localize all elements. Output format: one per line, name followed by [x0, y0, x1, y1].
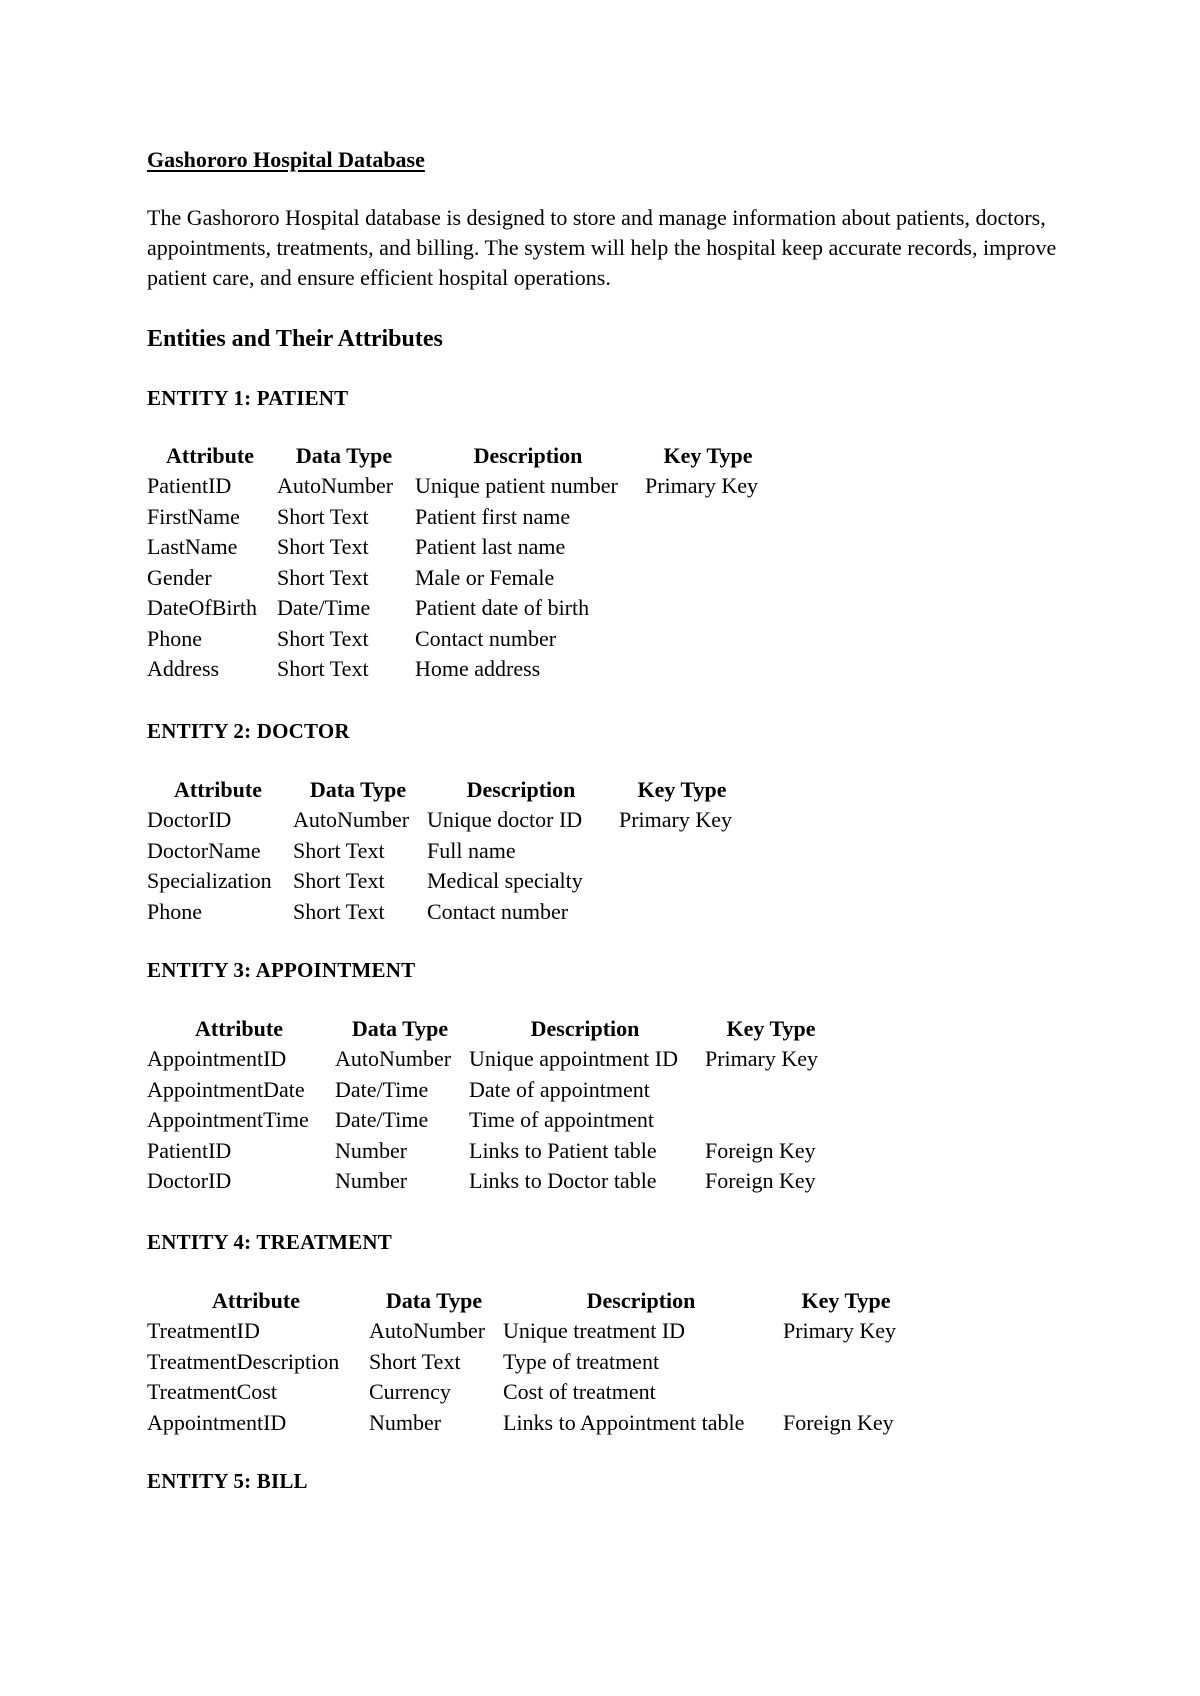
key-type-cell: [643, 502, 773, 533]
column-header-data-type: Data Type: [385, 1288, 483, 1313]
column-header-key-type: Key Type: [663, 443, 753, 468]
attribute-cell: LastName: [147, 534, 238, 559]
data-type-cell: AutoNumber: [335, 1046, 452, 1071]
attribute-cell: Phone: [147, 898, 202, 924]
table-row: [145, 1166, 839, 1197]
column-header-description: Description: [530, 1016, 640, 1041]
data-type-cell: AutoNumber: [293, 807, 410, 832]
column-header-description: Description: [466, 777, 576, 802]
attribute-cell: Address: [147, 656, 220, 681]
table-header-row: [145, 1014, 839, 1044]
attribute-cell: AppointmentID: [147, 1046, 287, 1071]
attribute-cell: AppointmentID: [147, 1409, 287, 1435]
key-type-cell: Primary Key: [645, 473, 759, 498]
key-type-cell: [643, 563, 773, 594]
description-cell: Unique doctor ID: [427, 807, 583, 832]
attribute-cell: Phone: [147, 625, 202, 651]
data-type-cell: AutoNumber: [277, 473, 394, 498]
data-type-cell: Short Text: [277, 503, 369, 529]
column-header-data-type: Data Type: [309, 777, 407, 802]
key-type-cell: Primary Key: [705, 1046, 819, 1071]
data-type-cell: AutoNumber: [369, 1318, 486, 1343]
entity-heading-treatment: ENTITY 4: TREATMENT: [147, 1230, 392, 1254]
key-type-cell: Primary Key: [619, 807, 733, 832]
attribute-cell: TreatmentDescription: [147, 1348, 340, 1374]
attribute-cell: TreatmentID: [147, 1318, 260, 1343]
table-row: [145, 1408, 911, 1439]
key-type-cell: [643, 654, 773, 685]
description-cell: Date of appointment: [469, 1076, 650, 1102]
table-header-row: [145, 1286, 911, 1316]
data-type-cell: Number: [335, 1168, 408, 1193]
attribute-cell: DoctorID: [147, 807, 232, 832]
data-type-cell: Short Text: [293, 837, 385, 863]
column-header-attribute: Attribute: [166, 443, 254, 468]
attribute-cell: AppointmentTime: [147, 1107, 309, 1132]
entity-heading-patient: ENTITY 1: PATIENT: [147, 386, 349, 410]
key-type-cell: Primary Key: [783, 1318, 897, 1343]
table-row: [145, 836, 747, 867]
table-row: [145, 1075, 839, 1106]
key-type-cell: [781, 1347, 911, 1378]
key-type-cell: Foreign Key: [783, 1409, 894, 1435]
key-type-cell: [643, 624, 773, 655]
column-header-key-type: Key Type: [726, 1016, 816, 1041]
column-header-data-type: Data Type: [295, 443, 393, 468]
description-cell: Links to Patient table: [469, 1137, 657, 1163]
attribute-cell: Specialization: [147, 868, 272, 893]
table-row: [145, 563, 773, 594]
data-type-cell: Currency: [369, 1379, 451, 1404]
description-cell: Contact number: [415, 625, 557, 651]
attribute-cell: AppointmentDate: [147, 1076, 305, 1102]
column-header-description: Description: [473, 443, 583, 468]
table-row: [145, 1347, 911, 1378]
data-type-cell: Number: [369, 1409, 442, 1435]
attribute-cell: DateOfBirth: [147, 595, 257, 620]
data-type-cell: Short Text: [277, 625, 369, 651]
data-type-cell: Short Text: [293, 898, 385, 924]
description-cell: Type of treatment: [503, 1348, 660, 1374]
attribute-cell: DoctorID: [147, 1168, 232, 1193]
table-row: [145, 805, 747, 836]
description-cell: Unique appointment ID: [469, 1046, 678, 1071]
doctor-attribute-table: [145, 775, 747, 927]
section-heading: Entities and Their Attributes: [147, 326, 443, 352]
document-title: Gashororo Hospital Database: [147, 147, 425, 172]
appointment-attribute-table: [145, 1014, 839, 1197]
description-cell: Home address: [415, 656, 541, 681]
key-type-cell: [703, 1075, 839, 1106]
data-type-cell: Short Text: [293, 868, 385, 893]
data-type-cell: Number: [335, 1137, 408, 1163]
data-type-cell: Short Text: [277, 534, 369, 559]
data-type-cell: Date/Time: [335, 1076, 429, 1102]
column-header-data-type: Data Type: [351, 1016, 449, 1041]
description-cell: Time of appointment: [469, 1107, 654, 1132]
table-row: [145, 502, 773, 533]
entity-heading-doctor: ENTITY 2: DOCTOR: [147, 719, 350, 743]
table-row: [145, 1377, 911, 1408]
key-type-cell: [617, 866, 747, 897]
table-row: [145, 866, 747, 897]
description-cell: Full name: [427, 837, 516, 863]
key-type-cell: Foreign Key: [705, 1168, 816, 1193]
description-cell: Cost of treatment: [503, 1379, 656, 1404]
data-type-cell: Short Text: [277, 564, 369, 590]
table-header-row: [145, 441, 773, 471]
attribute-cell: Gender: [147, 564, 212, 590]
attribute-cell: DoctorName: [147, 837, 261, 863]
table-row: [145, 1136, 839, 1167]
intro-paragraph: The Gashororo Hospital database is designed to store and manage information about patients, doctors, appointments, treatments, and billing. The system will help the hospital keep accurate records, improve patient care, and ensure efficient hospital operations.: [147, 205, 1057, 290]
key-type-cell: [703, 1105, 839, 1136]
table-row: [145, 654, 773, 685]
table-row: [145, 593, 773, 624]
attribute-cell: TreatmentCost: [147, 1379, 277, 1404]
description-cell: Patient first name: [415, 503, 571, 529]
column-header-description: Description: [586, 1288, 696, 1313]
description-cell: Male or Female: [415, 564, 555, 590]
patient-attribute-table: [145, 441, 773, 685]
table-row: [145, 471, 773, 502]
data-type-cell: Short Text: [369, 1348, 461, 1374]
table-row: [145, 1316, 911, 1347]
description-cell: Links to Doctor table: [469, 1168, 657, 1193]
data-type-cell: Date/Time: [335, 1107, 429, 1132]
data-type-cell: Date/Time: [277, 595, 371, 620]
data-type-cell: Short Text: [277, 656, 369, 681]
table-row: [145, 1044, 839, 1075]
column-header-attribute: Attribute: [195, 1016, 283, 1041]
column-header-key-type: Key Type: [637, 777, 727, 802]
treatment-attribute-table: [145, 1286, 911, 1438]
description-cell: Contact number: [427, 898, 569, 924]
description-cell: Medical specialty: [427, 868, 583, 893]
table-row: [145, 532, 773, 563]
column-header-key-type: Key Type: [801, 1288, 891, 1313]
table-header-row: [145, 775, 747, 805]
attribute-cell: PatientID: [147, 1137, 232, 1163]
attribute-cell: PatientID: [147, 473, 232, 498]
key-type-cell: Foreign Key: [705, 1137, 816, 1163]
description-cell: Patient date of birth: [415, 595, 590, 620]
attribute-cell: FirstName: [147, 503, 240, 529]
description-cell: Unique treatment ID: [503, 1318, 686, 1343]
description-cell: Links to Appointment table: [503, 1409, 745, 1435]
key-type-cell: [643, 532, 773, 563]
column-header-attribute: Attribute: [212, 1288, 300, 1313]
key-type-cell: [781, 1377, 911, 1408]
key-type-cell: [617, 897, 747, 928]
entity-heading-appointment: ENTITY 3: APPOINTMENT: [147, 958, 416, 982]
table-row: [145, 897, 747, 928]
entity-heading-bill: ENTITY 5: BILL: [147, 1469, 308, 1493]
key-type-cell: [617, 836, 747, 867]
description-cell: Unique patient number: [415, 473, 618, 498]
column-header-attribute: Attribute: [174, 777, 262, 802]
table-row: [145, 624, 773, 655]
description-cell: Patient last name: [415, 534, 566, 559]
key-type-cell: [643, 593, 773, 624]
table-row: [145, 1105, 839, 1136]
